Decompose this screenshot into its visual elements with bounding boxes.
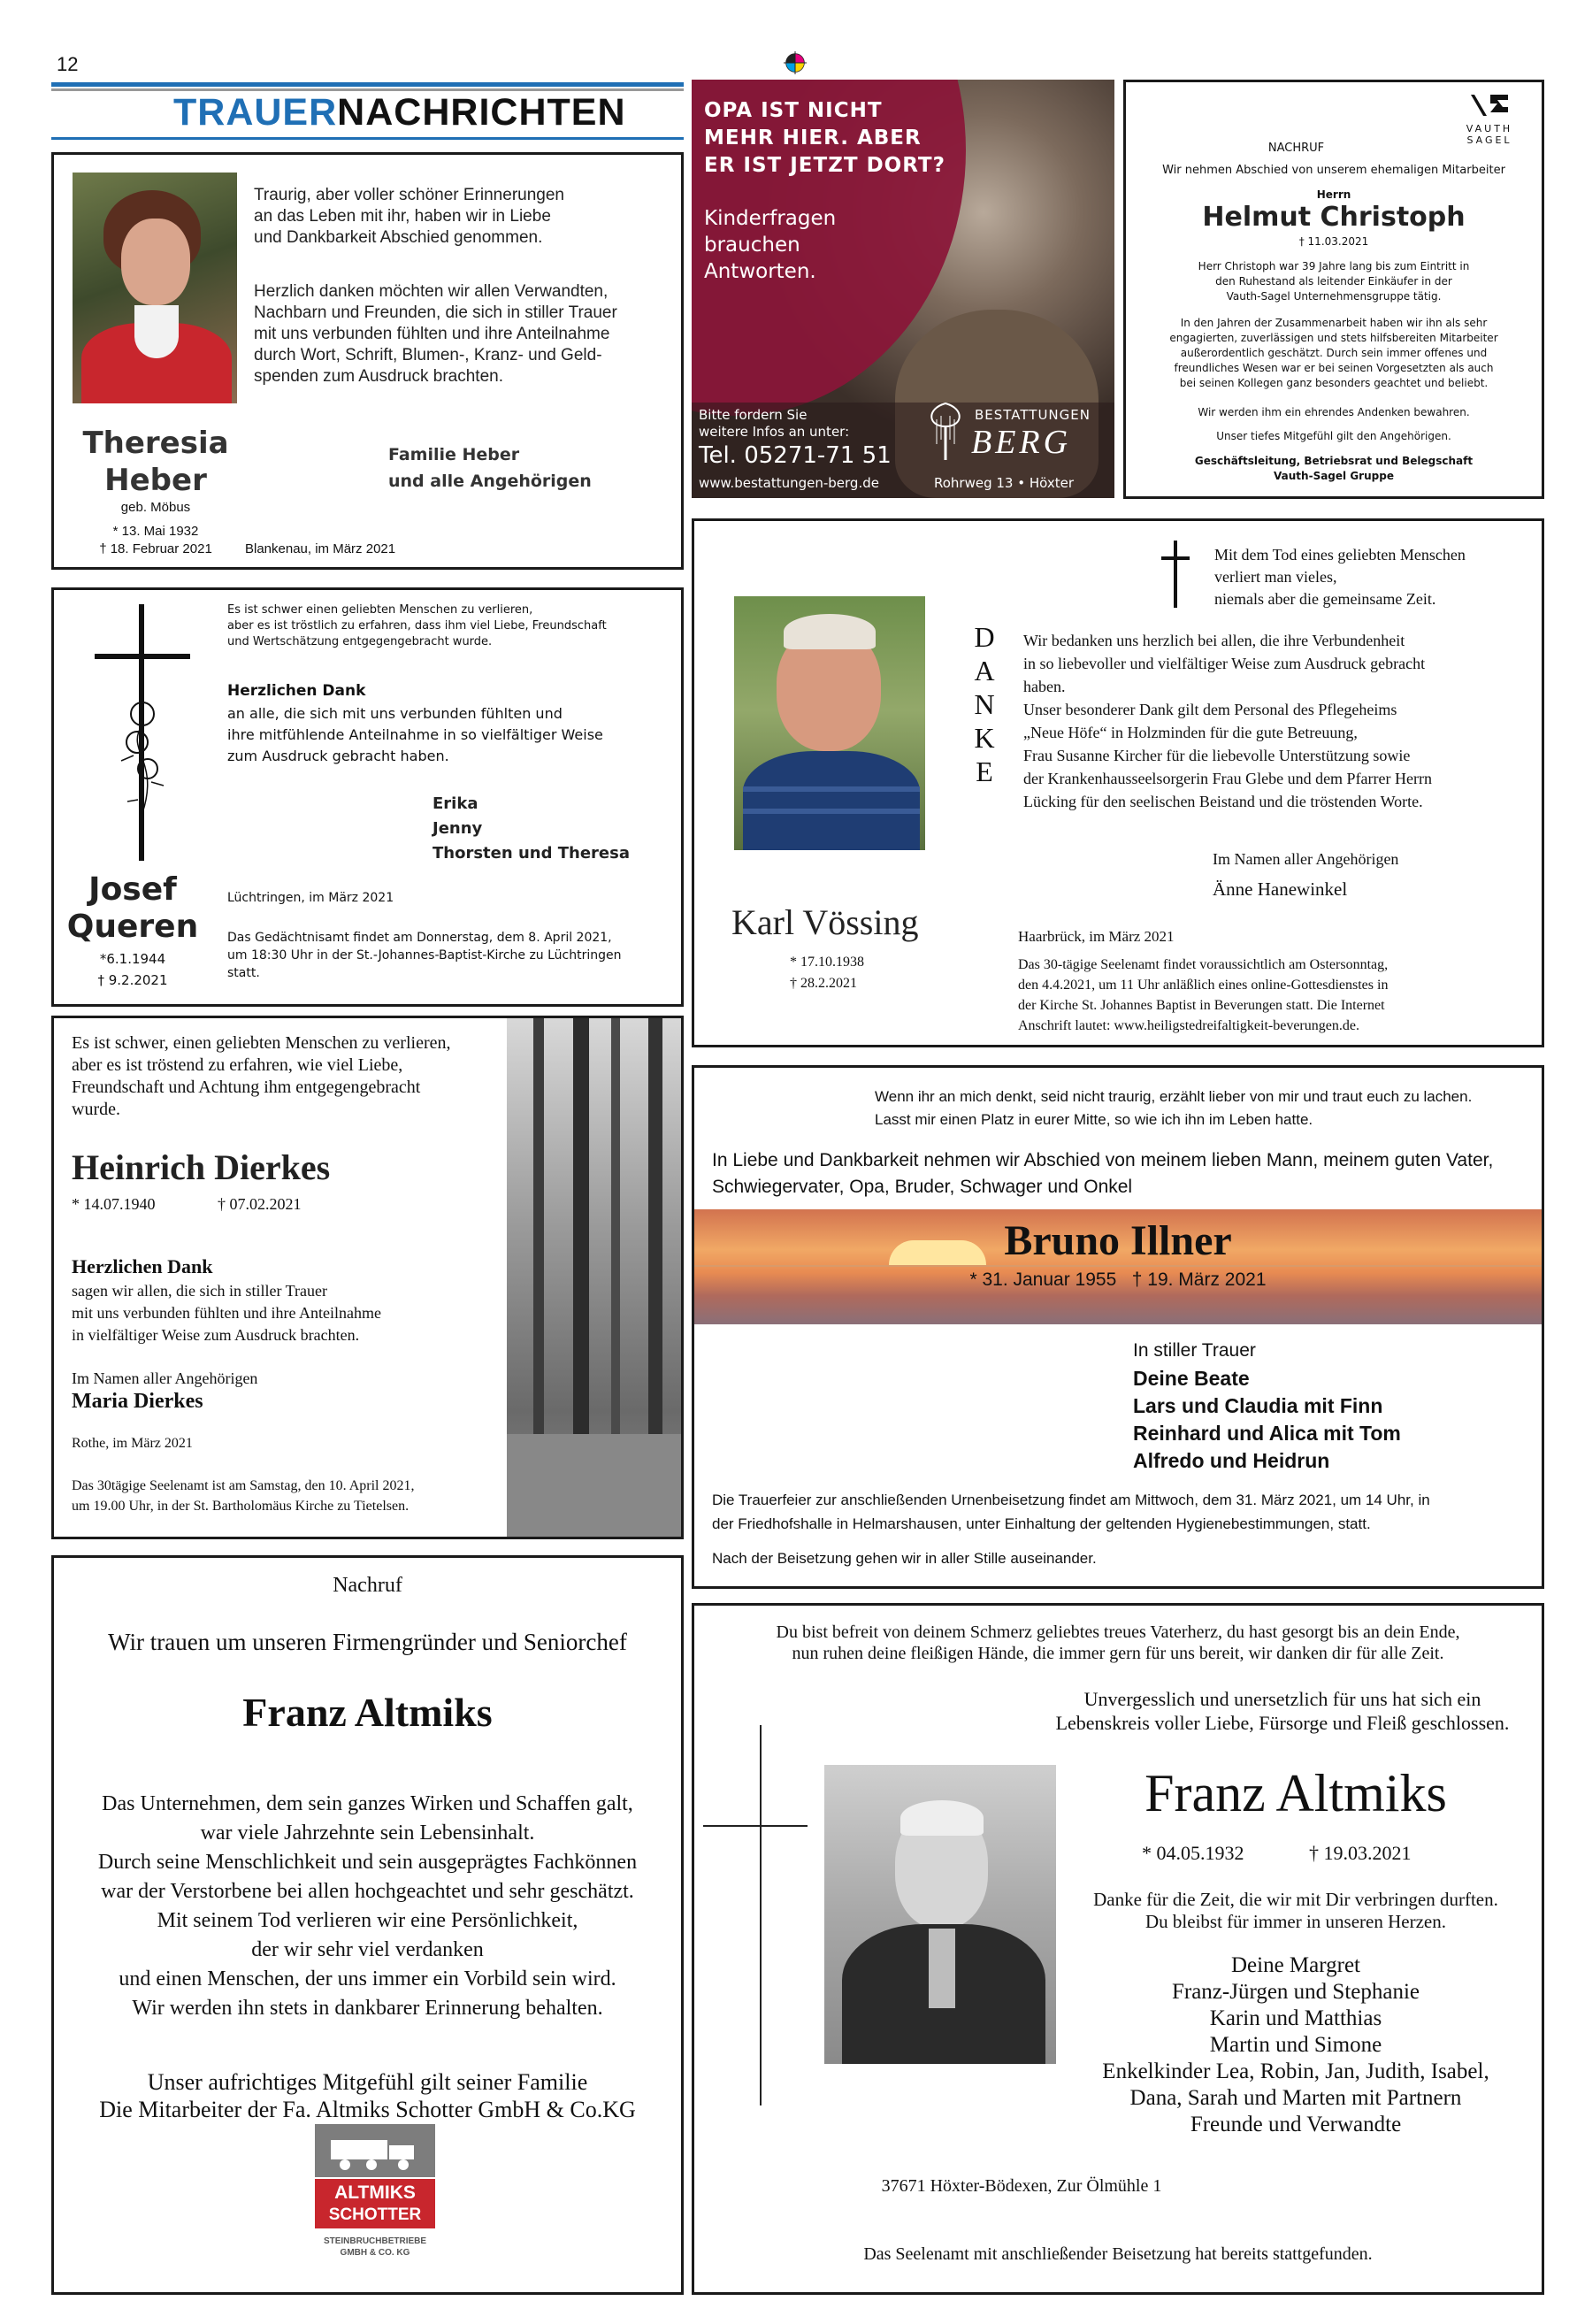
heber-family: Familie Heber und alle Angehörigen xyxy=(388,445,592,491)
ad-tree-logo-icon xyxy=(923,400,968,462)
dierkes-born: * 14.07.1940 xyxy=(72,1195,156,1213)
voessing-p2: Unser besonderer Dank gilt dem Personal des Pflegeheims „Neue Höfe“ in Holzminden für die gute Betreuung, Frau Susanne Kircher für die liebevolle Unterstützung sowie der Krankenhausseelsorgerin Frau Glebe und dem Pfarrer Herrn Lücking für den seelischen Beistand und die tröstenden Worte. xyxy=(1023,701,1432,810)
heber-died: † 18. Februar 2021 xyxy=(99,541,212,556)
registration-mark-icon xyxy=(784,51,807,74)
section-title xyxy=(173,91,626,134)
altmiks-nachruf: Nachruf xyxy=(333,1574,402,1597)
obituary-dierkes xyxy=(51,1016,684,1539)
vauth-sagel-logo-icon xyxy=(1467,91,1512,121)
dierkes-memorial: Das 30tägige Seelenamt ist am Samstag, den 10. April 2021, um 19.00 Uhr, in der St. Bartholomäus Kirche zu Tietelsen. xyxy=(72,1478,415,1514)
portrait-photo-voessing xyxy=(734,596,925,850)
vauth-logo-line1: VAUTH xyxy=(1466,123,1513,134)
portrait-photo-heber xyxy=(73,173,237,403)
queren-name: Josef Queren xyxy=(66,871,199,945)
vauth-logo-line2: SAGEL xyxy=(1466,134,1512,146)
dierkes-place-date: Rothe, im März 2021 xyxy=(72,1436,193,1451)
christoph-p3: Wir werden ihm ein ehrendes Andenken bewahren. xyxy=(1198,406,1470,418)
portrait-photo-altmiks xyxy=(824,1765,1056,2064)
voessing-quote: Mit dem Tod eines geliebten Menschen verliert man vieles, niemals aber die gemeinsame Zeit. xyxy=(1214,546,1466,608)
queren-died: † 9.2.2021 xyxy=(97,972,168,988)
obituary-altmiks-family xyxy=(692,1603,1544,2295)
altmiks-family-address: 37671 Höxter-Bödexen, Zur Ölmühle 1 xyxy=(881,2176,1162,2196)
altmiks-family-thanks: Danke für die Zeit, die wir mit Dir verbringen durften. Du bleibst für immer in unseren Herzen. xyxy=(1093,1889,1498,1932)
queren-intro: Es ist schwer einen geliebten Menschen zu verlieren, aber es ist tröstlich zu erfahren, dass ihm viel Liebe, Freundschaft und Wertschätzung entgegengebracht wurde. xyxy=(227,603,607,648)
dierkes-intro: Es ist schwer, einen geliebten Menschen zu verlieren, aber es ist tröstend zu erfahren, wie viel Liebe, Freundschaft und Achtung ihm entgegengebracht wurde. xyxy=(72,1033,451,1119)
obituary-altmiks-company xyxy=(51,1555,684,2295)
voessing-p1: Wir bedanken uns herzlich bei allen, die ihre Verbundenheit in so liebevoller und vielfältiger Weise zum Ausdruck gebracht haben. xyxy=(1023,632,1426,695)
dierkes-thanks: sagen wir allen, die sich in stiller Trauer mit uns verbunden fühlten und ihre Anteilnahme in vielfältiger Weise zum Ausdruck brachten. xyxy=(72,1282,381,1344)
queren-memorial: Das Gedächtnisamt findet am Donnerstag, dem 8. April 2021, um 18:30 Uhr in der St.-Johannes-Baptist-Kirche zu Lüchtringen statt. xyxy=(227,931,622,980)
altmiks-logo-line3: STEINBRUCHBETRIEBE GMBH & CO. KG xyxy=(323,2236,427,2258)
illner-intro: In Liebe und Dankbarkeit nehmen wir Abschied von meinem lieben Mann, meinem guten Vater, Schwiegervater, Opa, Bruder, Schwager und Onkel xyxy=(712,1150,1494,1197)
altmiks-family-service: Das Seelenamt mit anschließender Beisetzung hat bereits stattgefunden. xyxy=(863,2244,1373,2264)
heber-text2: Herzlich danken möchten wir allen Verwandten, Nachbarn und Freunden, die sich in stiller Trauer mit uns verbunden fühlten und ihre Anteilnahme durch Wort, Schrift, Blumen-, Kranz- und Geld- spenden zum Ausdruck brachten. xyxy=(254,282,617,386)
christoph-intro: Wir nehmen Abschied von unserem ehemaligen Mitarbeiter xyxy=(1162,164,1505,177)
voessing-family: Änne Hanewinkel xyxy=(1213,878,1348,900)
heber-born: * 13. Mai 1932 xyxy=(112,524,199,539)
danke-letter: D xyxy=(974,621,995,653)
christoph-name: Helmut Christoph xyxy=(1202,202,1466,233)
truck-icon xyxy=(327,2131,423,2172)
christoph-herr: Herrn xyxy=(1316,188,1351,201)
forest-photo xyxy=(507,1018,684,1539)
queren-thanks: an alle, die sich mit uns verbunden fühlten und ihre mitfühlende Anteilnahme in so vielfältiger Weise zum Ausdruck gebracht haben. xyxy=(227,705,603,764)
altmiks-family-intro: Du bist befreit von deinem Schmerz geliebtes treues Vaterherz, du hast gesorgt bis an dein Ende, nun ruhen deine fleißigen Hände, die immer gern für uns bereit, wir danken dir für alle Zeit. xyxy=(776,1622,1460,1663)
altmiks-company-sign: Unser aufrichtiges Mitgefühl gilt seiner Familie Die Mitarbeiter der Fa. Altmiks Schotter GmbH & Co.KG xyxy=(99,2069,636,2122)
cross-icon-voessing xyxy=(1158,539,1193,610)
cross-icon-altmiks xyxy=(703,1725,808,2105)
dierkes-thanks-head: Herzlichen Dank xyxy=(72,1255,213,1277)
queren-born: *6.1.1944 xyxy=(99,951,166,967)
danke-letter: E xyxy=(976,755,993,787)
ad-url: www.bestattungen-berg.de xyxy=(699,475,879,491)
christoph-p1: Herr Christoph war 39 Jahre lang bis zum Eintritt in den Ruhestand als leitender Einkäufer in der Vauth-Sagel Unternehmensgruppe tätig. xyxy=(1198,260,1470,303)
danke-vertical xyxy=(967,620,1002,788)
obituary-heber xyxy=(51,152,684,570)
christoph-sign: Geschäftsleitung, Betriebsrat und Belegschaft Vauth-Sagel Gruppe xyxy=(1194,455,1474,482)
illner-family: Deine Beate Lars und Claudia mit Finn Reinhard und Alica mit Tom Alfredo und Heidrun xyxy=(1133,1367,1401,1472)
ad-info: Bitte fordern Sie weitere Infos an unter: xyxy=(699,407,850,440)
voessing-name: Karl Vössing xyxy=(731,902,919,942)
illner-dates: * 31. Januar 1955 † 19. März 2021 xyxy=(969,1269,1267,1290)
altmiks-family-died: † 19.03.2021 xyxy=(1309,1842,1412,1864)
illner-quote: Wenn ihr an mich denkt, seid nicht traurig, erzählt lieber von mir und traut euch zu lachen. Lasst mir einen Platz in eurer Mitte, so wie ich ihn im Leben hatte. xyxy=(875,1088,1473,1128)
dierkes-family-intro: Im Namen aller Angehörigen xyxy=(72,1369,258,1387)
obituary-voessing xyxy=(692,518,1544,1047)
christoph-p4: Unser tiefes Mitgefühl gilt den Angehörigen. xyxy=(1216,430,1451,442)
altmiks-logo-line1: ALTMIKS xyxy=(334,2182,416,2203)
dierkes-name: Heinrich Dierkes xyxy=(72,1147,331,1187)
page-number: 12 xyxy=(57,53,79,75)
header-rule-bottom xyxy=(51,137,684,140)
altmiks-family-quote: Unvergesslich und unersetzlich für uns hat sich ein Lebenskreis voller Liebe, Fürsorge und Fleiß geschlossen. xyxy=(1055,1688,1510,1734)
christoph-p2: In den Jahren der Zusammenarbeit haben wir ihn als sehr engagierten, zuverlässigen und stets hilfsbereiten Mitarbeiter außerordentlich geschätzt. Durch sein immer offenes und freundliches Wesen war er bei seinen Vorgesetzten als auch bei seinen Kollegen ganz besonders geachtet und beliebt. xyxy=(1169,317,1498,389)
voessing-memorial: Das 30-tägige Seelenamt findet voraussichtlich am Ostersonntag, den 4.4.2021, um 11 Uhr anläßlich eines online-Gottesdienstes in der Kirche St. Johannes Baptist in Beverungen statt. Die Internet Anschrift lautet: www.heiligstedreifaltigkeit-beverungen.de. xyxy=(1018,957,1389,1033)
voessing-place-date: Haarbrück, im März 2021 xyxy=(1018,928,1175,945)
ad-logo-big: BERG xyxy=(971,424,1072,461)
heber-place-date: Blankenau, im März 2021 xyxy=(245,541,396,556)
queren-thanks-head: Herzlichen Dank xyxy=(227,682,366,700)
obituary-christoph xyxy=(1123,80,1544,499)
illner-service: Die Trauerfeier zur anschließenden Urnenbeisetzung findet am Mittwoch, dem 31. März 2021, um 14 Uhr, in der Friedhofshalle in Helmarshausen, unter Einhaltung der geltenden Hygienebestimmungen, statt. xyxy=(712,1492,1430,1532)
ad-headline: OPA IST NICHT MEHR HIER. ABER ER IST JETZT DORT? xyxy=(704,99,945,177)
obituary-illner xyxy=(692,1065,1544,1589)
ad-bestattungen-berg xyxy=(692,80,1114,498)
obituary-queren xyxy=(51,587,684,1007)
header-rule-top xyxy=(51,82,684,87)
cross-roses-icon xyxy=(89,601,195,866)
illner-family-intro: In stiller Trauer xyxy=(1133,1340,1256,1361)
section-title-bold: NACHRICHTEN xyxy=(337,91,626,134)
altmiks-family-members: Deine Margret Franz-Jürgen und Stephanie Karin und Matthias Martin und Simone Enkelkinder Lea, Robin, Jan, Judith, Isabel, Dana, Sarah und Marten mit Partnern Freunde und Verwandte xyxy=(1102,1953,1489,2136)
illner-name: Bruno Illner xyxy=(1004,1217,1232,1264)
ad-address: Rohrweg 13 • Höxter xyxy=(934,475,1075,491)
heber-text1: Traurig, aber voller schöner Erinnerungen an das Leben mit ihr, haben wir in Liebe und Dankbarkeit Abschied genommen. xyxy=(254,186,564,247)
altmiks-logo-line2: SCHOTTER xyxy=(328,2205,422,2224)
dierkes-family: Maria Dierkes xyxy=(72,1390,203,1413)
christoph-died: † 11.03.2021 xyxy=(1298,235,1369,248)
ad-phone: Tel. 05271-71 51 xyxy=(699,442,892,469)
altmiks-company-name: Franz Altmiks xyxy=(242,1690,493,1735)
ad-logo-small: BESTATTUNGEN xyxy=(975,407,1091,423)
dierkes-died: † 07.02.2021 xyxy=(218,1195,302,1213)
queren-place-date: Lüchtringen, im März 2021 xyxy=(227,891,394,905)
danke-letter: K xyxy=(974,722,995,754)
christoph-nachruf: NACHRUF xyxy=(1267,142,1325,155)
voessing-born: * 17.10.1938 xyxy=(790,955,864,970)
altmiks-company-body: Das Unternehmen, dem sein ganzes Wirken und Schaffen galt, war viele Jahrzehnte sein Lebensinhalt. Durch seine Menschlichkeit und sein ausgeprägtes Fachkönnen war der Verstorbene bei allen hochgeachtet und sehr geschätzt. Mit seinem Tod verlieren wir eine Persönlichkeit, der wir sehr viel verdanken und einen Menschen, der uns immer ein Vorbild sein wird. Wir werden ihn stets in dankbarer Erinnerung behalten. xyxy=(97,1792,638,2020)
section-title-light: TRAUER xyxy=(173,91,338,134)
queren-family: Erika Jenny Thorsten und Theresa xyxy=(433,794,630,863)
altmiks-logo xyxy=(315,2124,435,2274)
voessing-family-intro: Im Namen aller Angehörigen xyxy=(1213,850,1399,868)
danke-letter: A xyxy=(974,655,995,686)
ad-subline: Kinderfragen brauchen Antworten. xyxy=(704,207,837,283)
illner-note: Nach der Beisetzung gehen wir in aller Stille auseinander. xyxy=(712,1550,1097,1567)
altmiks-company-intro: Wir trauen um unseren Firmengründer und Seniorchef xyxy=(108,1629,627,1655)
heber-name: Theresia Heber xyxy=(82,426,229,498)
voessing-died: † 28.2.2021 xyxy=(790,976,857,991)
danke-letter: N xyxy=(974,688,995,720)
altmiks-family-born: * 04.05.1932 xyxy=(1142,1842,1244,1864)
heber-birth-name: geb. Möbus xyxy=(120,500,191,515)
altmiks-family-name: Franz Altmiks xyxy=(1144,1764,1447,1822)
